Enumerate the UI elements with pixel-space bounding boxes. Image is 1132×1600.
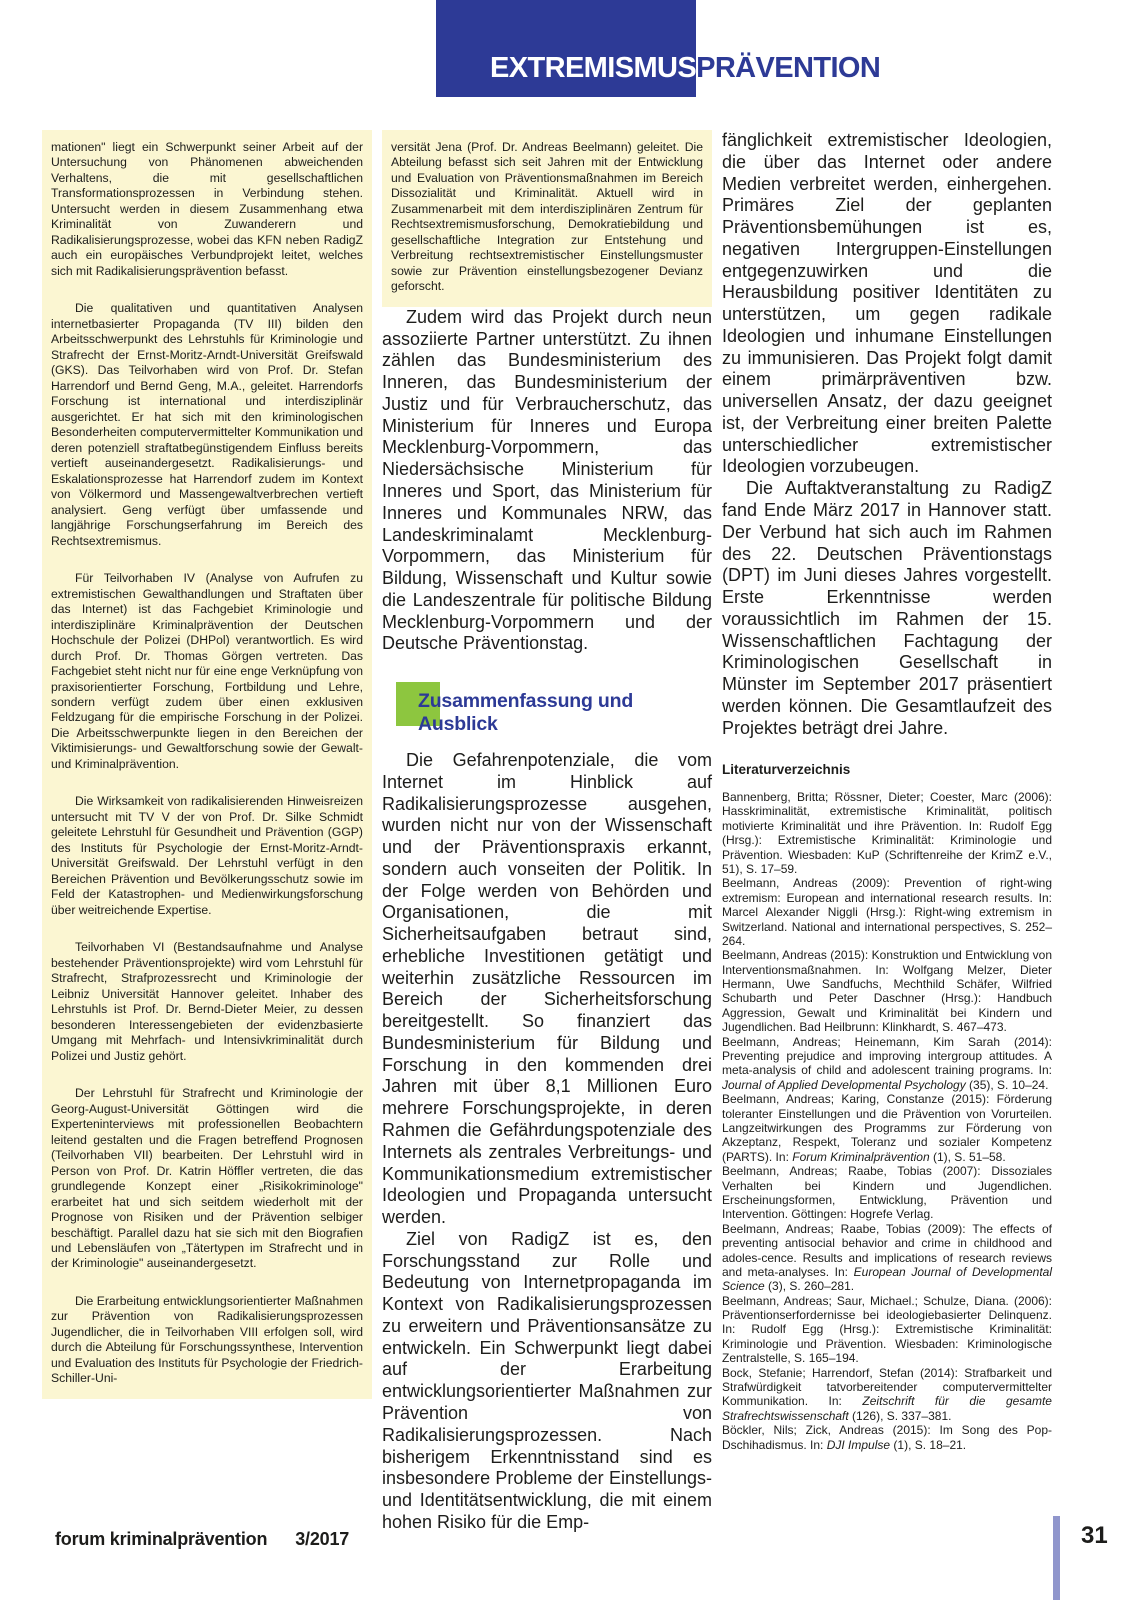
highlight-paragraph: mationen" liegt ein Schwerpunkt seiner Arbeit auf der Untersuchung von Phänomenen abweichenden Verhaltens, die mit gesellschaftlichen Transformationsprozessen in Verbindung stehen. Untersucht werden in diesem Zusammenhang etwa Kriminalität von Zuwanderern und Radikalisierungsprozesse, wobei das KFN neben RadigZ auch ein europäisches Verbundprojekt leitet, welches sich mit Radikalisierungsprävention befasst.: [42, 130, 372, 291]
page-footer: [55, 1529, 349, 1550]
literature-heading: Literaturverzeichnis: [722, 762, 851, 777]
page-number-bar: [1053, 1516, 1060, 1600]
highlight-paragraph: Die Erarbeitung entwicklungsorientierter Maßnahmen zur Prävention von Radikalisierungsprozessen Jugendlicher, die in Teilvorhaben VIII erfolgen soll, wird durch die Abteilung für Forschungssynthese, Intervention und Evaluation des Instituts für Psychologie der Friedrich-Schiller-Uni-: [42, 1284, 372, 1399]
page-title-rest-part: PRÄVENTION: [696, 52, 881, 84]
middle-column-bottom: [382, 682, 712, 1534]
page-title-highlighted-part: EXTREMISMUS: [490, 52, 697, 84]
middle-column: [382, 130, 712, 1532]
journal-name: forum kriminalprävention: [55, 1529, 268, 1549]
reference-item: Beelmann, Andreas; Raabe, Tobias (2007): Dissoziales Verhalten bei Kindern und Jugendlichen. Erscheinungsformen, Entwicklung, Prävention und Intervention. Göttingen: Hogrefe Verlag.: [722, 1164, 1052, 1222]
reference-item: Beelmann, Andreas (2015): Konstruktion und Entwicklung von Interventionsmaßnahmen. In: Wolfgang Melzer, Dieter Hermann, Uwe Sandfuchs, Mechthild Schäfer, Wilfried Schubarth und Peter Daschner (Hrsg.): Handbuch Aggression, Gewalt und Kriminalität bei Kindern und Jugendlichen. Bad Heilbrunn: Klinkhardt, S. 467–473.: [722, 948, 1052, 1035]
highlight-paragraph: Der Lehrstuhl für Strafrecht und Kriminologie der Georg-August-Universität Göttingen wird die Experteninterviews mit professionellen Beobachtern leitend gestalten und die Fragen betreffend Prognosen (Teilvorhaben VII) bearbeiten. Der Lehrstuhl wird in Person von Prof. Dr. Katrin Höffler vertreten, die das grundlegende Konzept einer „Risikokriminologe" erarbeitet hat und sich seitdem wiederholt mit der Prognose von Risiken und der Prävention selbiger beschäftigt. Parallel dazu hat sie sich mit den Biografien und Lebensläufen von „Tätertypen im Strafrecht und in der Kriminologie" auseinandergesetzt.: [42, 1076, 372, 1284]
header-blue-box: [436, 0, 696, 97]
issue-number: 3/2017: [295, 1529, 350, 1549]
reference-item: Beelmann, Andreas; Heinemann, Kim Sarah (2014): Preventing prejudice and improving intergroup attitudes. A meta-analysis of child and adolescent training programs. In: Journal of Applied Developmental Psychology (35), S. 10–24.: [722, 1034, 1052, 1092]
reference-item: Bannenberg, Britta; Rössner, Dieter; Coester, Marc (2006): Hasskriminalität, extremistische Kriminalität, politisch motivierte Kriminalität und ihre Prävention. In: Rudolf Egg (Hrsg.): Extremistische Kriminalität: Kriminologie und Prävention. Wiesbaden: KuP (Schriftenreihe der KrimZ e.V., 51), S. 17–59.: [722, 790, 1052, 876]
body-paragraph: Zudem wird das Projekt durch neun assoziierte Partner unterstützt. Zu ihnen zählen das Bundesministerium des Inneren, das Bundesministerium der Justiz und für Verbraucherschutz, das Ministerium für Inneres und Europa Mecklenburg-Vorpommern, das Niedersächsische Ministerium für Inneres und Sport, das Ministerium für Inneres und Kommunales NRW, das Landeskriminalamt Mecklenburg-Vorpommern, das Ministerium für Bildung, Wissenschaft und Kultur sowie die Landeszentrale für politische Bildung Mecklenburg-Vorpommern und der Deutsche Präventionstag.: [382, 306, 712, 654]
right-column-top: [722, 130, 1052, 739]
article-columns: [42, 130, 1052, 1532]
highlight-paragraph: versität Jena (Prof. Dr. Andreas Beelmann) geleitet. Die Abteilung befasst sich seit Jahren mit der Entwicklung und Evaluation von Präventionsmaßnahmen im Bereich Dissozialität und Kriminalität. Aktuell wird in Zusammenarbeit mit dem interdisziplinären Zentrum für Rechtsextremismusforschung, Demokratiebildung und gesellschaftliche Integration zur Entstehung und Verbreitung rechtsextremistischer Einstellungsmuster sowie zur Prävention einstellungsbezogener Devianz geforscht.: [382, 130, 712, 307]
reference-item: Beelmann, Andreas; Saur, Michael.; Schulze, Diana. (2006): Präventionserfordernisse bei ideologiebasierter Delinquenz. In: Rudolf Egg (Hrsg.): Extremistische Kriminalität: Kriminologie und Prävention. Wiesbaden: Kriminologische Zentralstelle, S. 165–194.: [722, 1293, 1052, 1366]
left-column: [42, 130, 372, 1399]
body-paragraph: Die Auftaktveranstaltung zu RadigZ fand Ende März 2017 in Hannover statt. Der Verbund hat sich auch im Rahmen des 22. Deutschen Präventionstags (DPT) im Juni dieses Jahres vorgestellt. Erste Erkenntnisse werden voraussichtlich im Rahmen der 15. Wissenschaftlichen Fachtagung der Kriminologischen Gesellschaft in Münster im September 2017 präsentiert werden können. Die Gesamtlaufzeit des Projektes beträgt drei Jahre.: [722, 478, 1052, 738]
body-paragraph: fänglichkeit extremistischer Ideologien, die über das Internet oder andere Medien verbreitet werden, einhergehen. Primäres Ziel der geplanten Präventionsbemühungen ist es, negativen Intergruppen-Einstellungen entgegenzuwirken und die Herausbildung positiver Identitäten zu unterstützen, um gegen radikale Ideologien und inhumane Einstellungen zu immunisieren. Das Projekt folgt damit einem primärpräventiven bzw. universellen Ansatz, der dazu geeignet ist, der Verbreitung einer breiten Palette unterschiedlicher extremistischer Ideologien vorzubeugen.: [722, 130, 1052, 477]
reference-item: Böckler, Nils; Zick, Andreas (2015): Im Song des Pop-Dschihadismus. In: DJI Impulse (1), S. 18–21.: [722, 1423, 1052, 1452]
reference-item: Beelmann, Andreas (2009): Prevention of right-wing extremism: European and international research results. In: Marcel Alexander Niggli (Hrsg.): Right-wing extremism in Switzerland. National and international perspectives, S. 252–264.: [722, 876, 1052, 948]
highlight-paragraph: Die qualitativen und quantitativen Analysen internetbasierter Propaganda (TV III) bilden den Arbeitsschwerpunkt des Lehrstuhls für Kriminologie und Strafrecht der Ernst-Moritz-Arndt-Universität Greifswald (GKS). Das Teilvorhaben wird von Prof. Dr. Stefan Harrendorf und Bernd Geng, M.A., geleitet. Harrendorfs Forschung ist international und interdisziplinär ausgerichtet. Er hat sich mit den kriminologischen Besonderheiten computervermittelter Kommunikation und deren potenziell straftatbegünstigendem Einfluss bereits vertieft auseinandergesetzt. Radikalisierungs- und Eskalationsprozesse hat Harrendorf zudem im Kontext von Völkermord und Massengewaltverbrechen vertieft analysiert. Geng verfügt über umfassende und langjährige Forschungserfahrung im Bereich des Rechtsextremismus.: [42, 291, 372, 561]
highlight-paragraph: Teilvorhaben VI (Bestandsaufnahme und Analyse bestehender Präventionsprojekte) wird vom Lehrstuhl für Strafrecht, Strafprozessrecht und Kriminologie der Leibniz Universität Hannover geleitet. Inhaber des Lehrstuhls ist Prof. Dr. Bernd-Dieter Meier, zu dessen besonderen Interessengebieten der evidenzbasierte Umgang mit Mehrfach- und Intensivkriminalität durch Polizei und Justiz gehört.: [42, 930, 372, 1076]
summary-paragraphs: [382, 750, 712, 1534]
highlight-paragraph: Die Wirksamkeit von radikalisierenden Hinweisreizen untersucht mit TV V der von Prof. Dr. Silke Schmidt geleitete Lehrstuhl für Gesundheit und Prävention (GGP) des Instituts für Psychologie der Ernst-Moritz-Arndt-Universität Greifswald. Der Lehrstuhl verfügt in den Bereichen Prävention und Bevölkerungsschutz sowie im Feld der Katastrophen- und Medienwirkungsforschung über weitreichende Expertise.: [42, 784, 372, 930]
reference-item: Beelmann, Andreas; Raabe, Tobias (2009): The effects of preventing antisocial behavior and crime in childhood and adoles-cence. Results and implications of research reviews and meta-analyses. In: European Journal of Developmental Science (3), S. 260–281.: [722, 1221, 1052, 1294]
highlight-paragraph: Für Teilvorhaben IV (Analyse von Aufrufen zu extremistischen Gewalthandlungen und Straftaten über das Internet) ist das Fachgebiet Kriminologie und interdisziplinäre Kriminalprävention der Deutschen Hochschule der Polizei (DHPol) verantwortlich. Es wird durch Prof. Dr. Thomas Görgen vertreten. Das Fachgebiet steht nicht nur für eine enge Verknüpfung von praxisorientierter Forschung, Fortbildung und Lehre, sondern verfügt zudem über einen exklusiven Feldzugang für die empirische Forschung in der Polizei. Die Arbeitsschwerpunkte liegen in den Bereichen der Viktimisierungs- und Gewaltforschung sowie der Gewalt- und Kriminalprävention.: [42, 561, 372, 784]
page-number: 31: [1081, 1522, 1108, 1549]
right-column: [722, 130, 1052, 1452]
middle-column-top: [382, 130, 712, 655]
body-paragraph: Die Gefahrenpotenziale, die vom Internet im Hinblick auf Radikalisierungsprozesse ausgehen, wurden nicht nur von der Wissenschaft und der Präventionspraxis erkannt, sondern auch vonseiten der Politik. In der Folge werden von Behörden und Organisationen, die mit Sicherheitsaufgaben betraut sind, erhebliche Investitionen getätigt und weiterhin zusätzliche Ressourcen im Bereich der Sicherheitsforschung bereitgestellt. So finanziert das Bundesministerium für Bildung und Forschung in den kommenden drei Jahren mit über 8,1 Millionen Euro mehrere Forschungsprojekte, in deren Rahmen die Gefährdungspotenziale des Internets als zentrales Verbreitungs- und Kommunikationsmedium extremistischer Ideologien und Propaganda untersucht werden.: [382, 750, 712, 1228]
section-heading: [382, 682, 712, 736]
reference-list: [722, 790, 1052, 1452]
reference-item: Bock, Stefanie; Harrendorf, Stefan (2014): Strafbarkeit und Strafwürdigkeit tatvorbereitender computervermittelter Kommunikation. In: Zeitschrift für die gesamte Strafrechtswissenschaft (126), S. 337–381.: [722, 1365, 1052, 1423]
literature-section: [722, 762, 1052, 1452]
page-title: [436, 0, 880, 97]
reference-item: Beelmann, Andreas; Karing, Constanze (2015): Förderung toleranter Einstellungen und die Prävention von Vorurteilen. Langzeitwirkungen des Programms zur Förderung von Akzeptanz, Respekt, Toleranz und sozialer Kompetenz (PARTS). In: Forum Kriminalprävention (1), S. 51–58.: [722, 1092, 1052, 1164]
body-paragraph: Ziel von RadigZ ist es, den Forschungsstand zur Rolle und Bedeutung von Internetpropaganda im Kontext von Radikalisierungsprozessen zu erweitern und Präventionsansätze zu entwickeln. Ein Schwerpunkt liegt dabei auf der Erarbeitung entwicklungsorientierter Maßnahmen zur Prävention von Radikalisierungsprozessen. Nach bisherigem Erkenntnisstand sind es insbesondere Probleme der Einstellungs- und Identitätsentwicklung, die mit einem hohen Risiko für die Emp-: [382, 1228, 712, 1532]
section-heading-label: Zusammenfassung und Ausblick: [418, 690, 634, 735]
